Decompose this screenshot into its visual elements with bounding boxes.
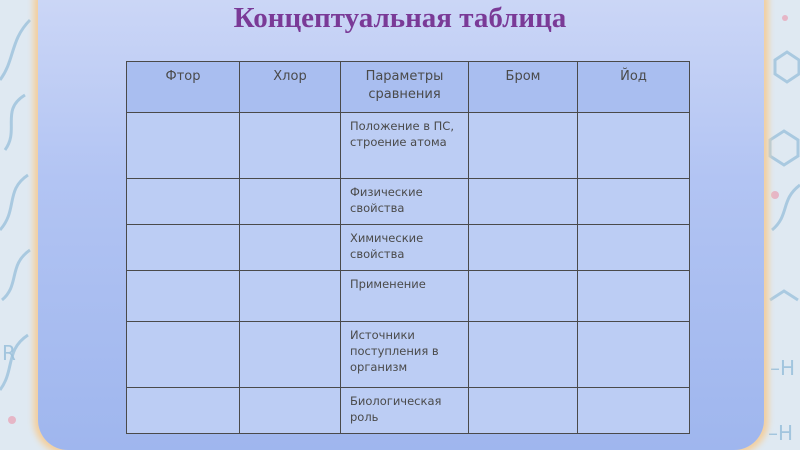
parameter-label: Физические свойства bbox=[341, 179, 469, 225]
svg-text:R: R bbox=[2, 341, 16, 365]
header-ftor: Фтор bbox=[127, 62, 240, 113]
table-cell bbox=[240, 271, 341, 322]
svg-text:–H: –H bbox=[768, 421, 794, 445]
table-cell bbox=[578, 388, 690, 434]
parameter-label: Применение bbox=[341, 271, 469, 322]
table-cell bbox=[127, 388, 240, 434]
table-cell bbox=[127, 113, 240, 179]
table-cell bbox=[469, 271, 578, 322]
table-row bbox=[127, 271, 690, 322]
concept-table bbox=[126, 61, 690, 434]
table-row bbox=[127, 179, 690, 225]
table-cell bbox=[469, 225, 578, 271]
parameter-label: Положение в ПС, строение атома bbox=[341, 113, 469, 179]
table-cell bbox=[240, 225, 341, 271]
table-row bbox=[127, 113, 690, 179]
table-row bbox=[127, 225, 690, 271]
table-cell bbox=[469, 179, 578, 225]
header-iod: Йод bbox=[578, 62, 690, 113]
table-cell bbox=[240, 113, 341, 179]
table-cell bbox=[127, 179, 240, 225]
parameter-label: Источники поступления в организм bbox=[341, 322, 469, 388]
header-hlor: Хлор bbox=[240, 62, 341, 113]
header-parametry: Параметры сравнения bbox=[341, 62, 469, 113]
table-cell bbox=[469, 388, 578, 434]
table-cell bbox=[578, 271, 690, 322]
svg-text:–H: –H bbox=[770, 356, 796, 380]
table-cell bbox=[240, 388, 341, 434]
table-cell bbox=[240, 322, 341, 388]
table-cell bbox=[578, 179, 690, 225]
table-cell bbox=[127, 225, 240, 271]
parameter-label: Химические свойства bbox=[341, 225, 469, 271]
table-cell bbox=[578, 322, 690, 388]
table-cell bbox=[578, 113, 690, 179]
table-row bbox=[127, 322, 690, 388]
page-title: Концептуальная таблица bbox=[233, 2, 567, 34]
table-cell bbox=[578, 225, 690, 271]
parameter-label: Биологическая роль bbox=[341, 388, 469, 434]
table-cell bbox=[127, 322, 240, 388]
table-cell bbox=[469, 113, 578, 179]
table-cell bbox=[469, 322, 578, 388]
table-cell bbox=[127, 271, 240, 322]
header-brom: Бром bbox=[469, 62, 578, 113]
table-row bbox=[127, 388, 690, 434]
table-cell bbox=[240, 179, 341, 225]
table-header-row bbox=[127, 62, 690, 113]
